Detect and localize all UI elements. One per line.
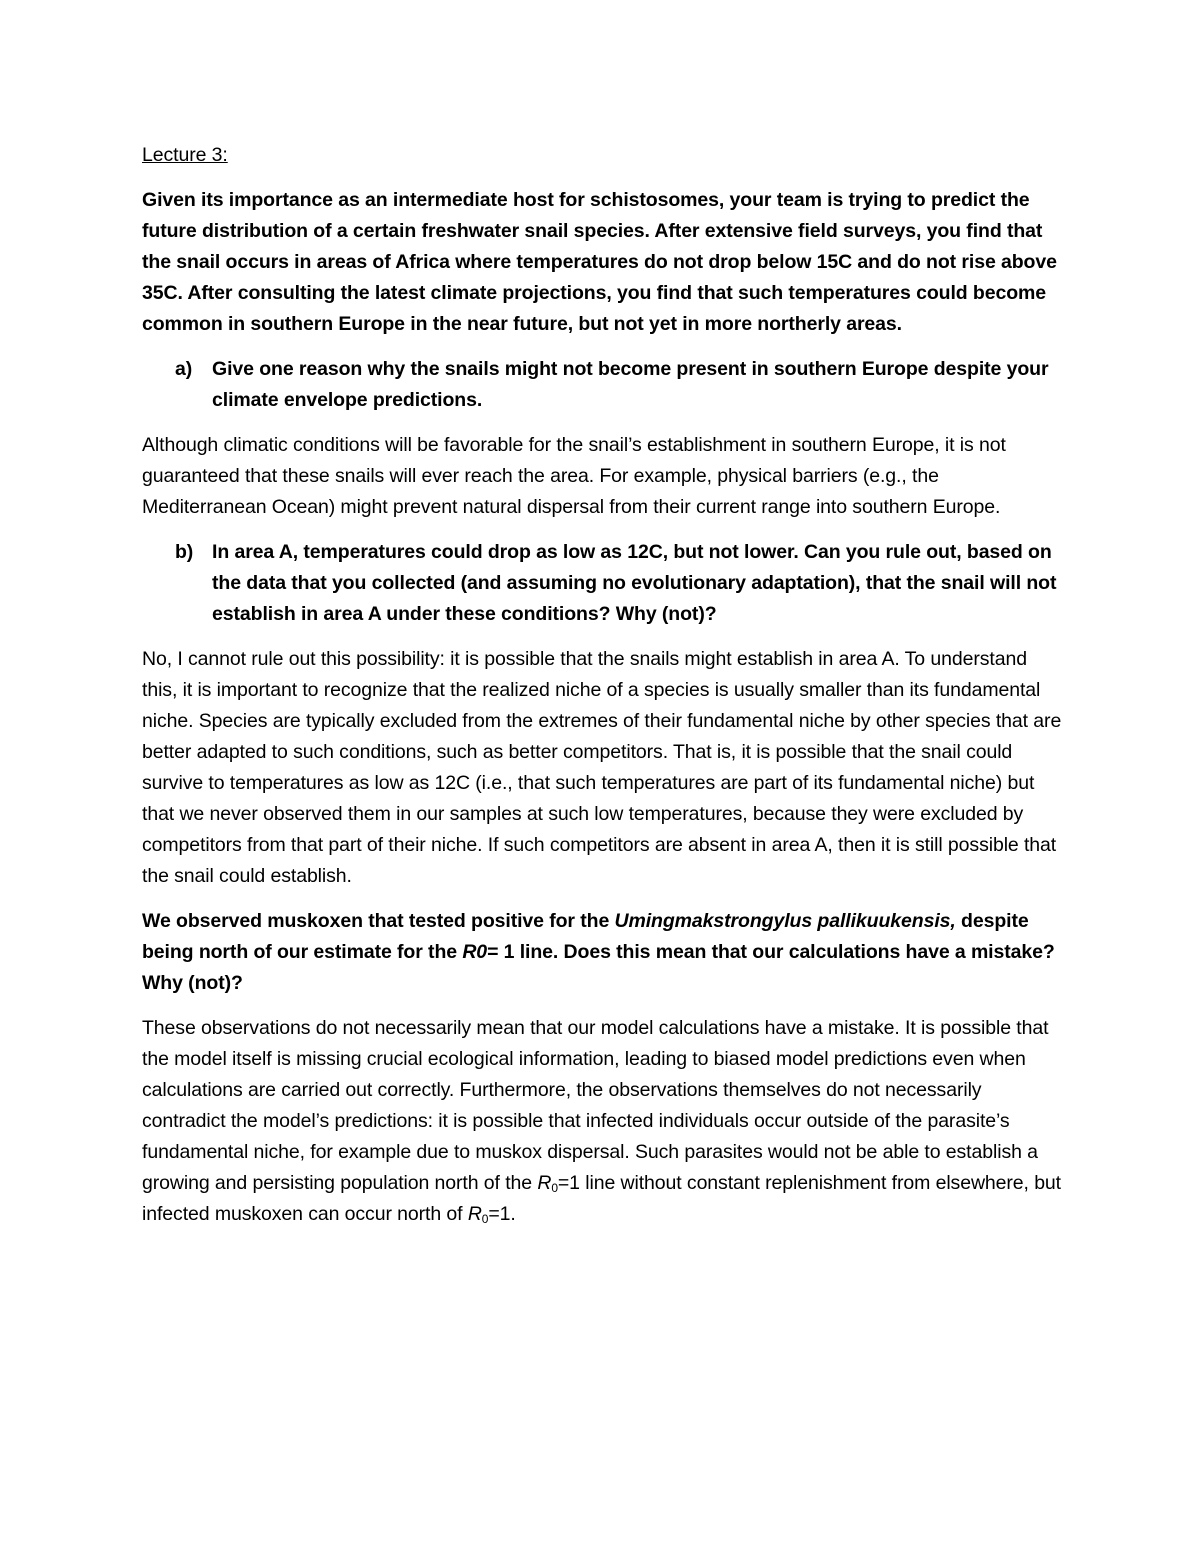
lecture-title: Lecture 3: [142,144,228,166]
question-a [142,354,1062,416]
r-symbol-2: R [467,1203,482,1225]
question-c-part2: despite being north of our estimate for the [142,910,1029,963]
question-c-part1: We observed muskoxen that tested positive for the [142,910,615,932]
answer-c-part3: =1. [488,1203,516,1225]
r-subscript-1: 0 [551,1181,558,1195]
r0-symbol: R0 [462,941,488,963]
question-b [142,537,1062,630]
question-a-letter: a) [175,358,193,380]
question-c-part3: = 1 line. Does this mean that our calculations have a mistake? Why (not)? [142,941,1055,994]
question-b-item [142,537,1062,630]
question-b-letter: b) [175,541,194,563]
question-a-item [142,354,1062,416]
question-a-text: Give one reason why the snails might not become present in southern Europe despite your climate envelope predictions. [212,358,1049,411]
answer-c-part1: These observations do not necessarily mean that our model calculations have a mistake. It is possible that the model itself is missing crucial ecological information, leading to biased model predictions even when calculations are carried out correctly. Furthermore, the observations themselves do not necessarily contradict the model’s predictions: it is possible that infected individuals occur outside of the parasite’s fundamental niche, for example due to muskox dispersal. Such parasites would not be able to establish a growing and persisting population north of the [142,1017,1049,1194]
document-page [142,140,1062,1244]
r-symbol-1: R [537,1172,552,1194]
answer-a-paragraph: Although climatic conditions will be favorable for the snail’s establishment in southern Europe, it is not guaranteed that these snails will ever reach the area. For example, physical barriers (e.g., the Mediterranean Ocean) might prevent natural dispersal from their current range into southern Europe. [142,434,1006,518]
answer-b-paragraph: No, I cannot rule out this possibility: it is possible that the snails might establish in area A. To understand this, it is important to recognize that the realized niche of a species is usually smaller than its fundamental niche. Species are typically excluded from the extremes of their fundamental niche by other species that are better adapted to such conditions, such as better competitors. That is, it is possible that the snail could survive to temperatures as low as 12C (i.e., that such temperatures are part of its fundamental niche) but that we never observed them in our samples at such low temperatures, because they were excluded by competitors from that part of their niche. If such competitors are absent in area A, then it is still possible that the snail could establish. [142,648,1062,887]
intro-paragraph: Given its importance as an intermediate host for schistosomes, your team is trying to predict the future distribution of a certain freshwater snail species. After extensive field surveys, you find that the snail occurs in areas of Africa where temperatures do not drop below 15C and do not rise above 35C. After consulting the latest climate projections, you find that such temperatures could become common in southern Europe in the near future, but not yet in more northerly areas. [142,189,1057,335]
species-name: Umingmakstrongylus pallikuukensis, [614,910,956,932]
answer-c-part2: =1 line without constant replenishment from elsewhere, but infected muskoxen can occur north of [142,1172,1061,1225]
question-c-paragraph [142,906,1062,999]
r-subscript-2: 0 [481,1212,489,1226]
question-b-text: In area A, temperatures could drop as low as 12C, but not lower. Can you rule out, based on the data that you collected (and assuming no evolutionary adaptation), that the snail will not establish in area A under these conditions? Why (not)? [212,541,1057,625]
answer-c-paragraph [142,1013,1062,1230]
